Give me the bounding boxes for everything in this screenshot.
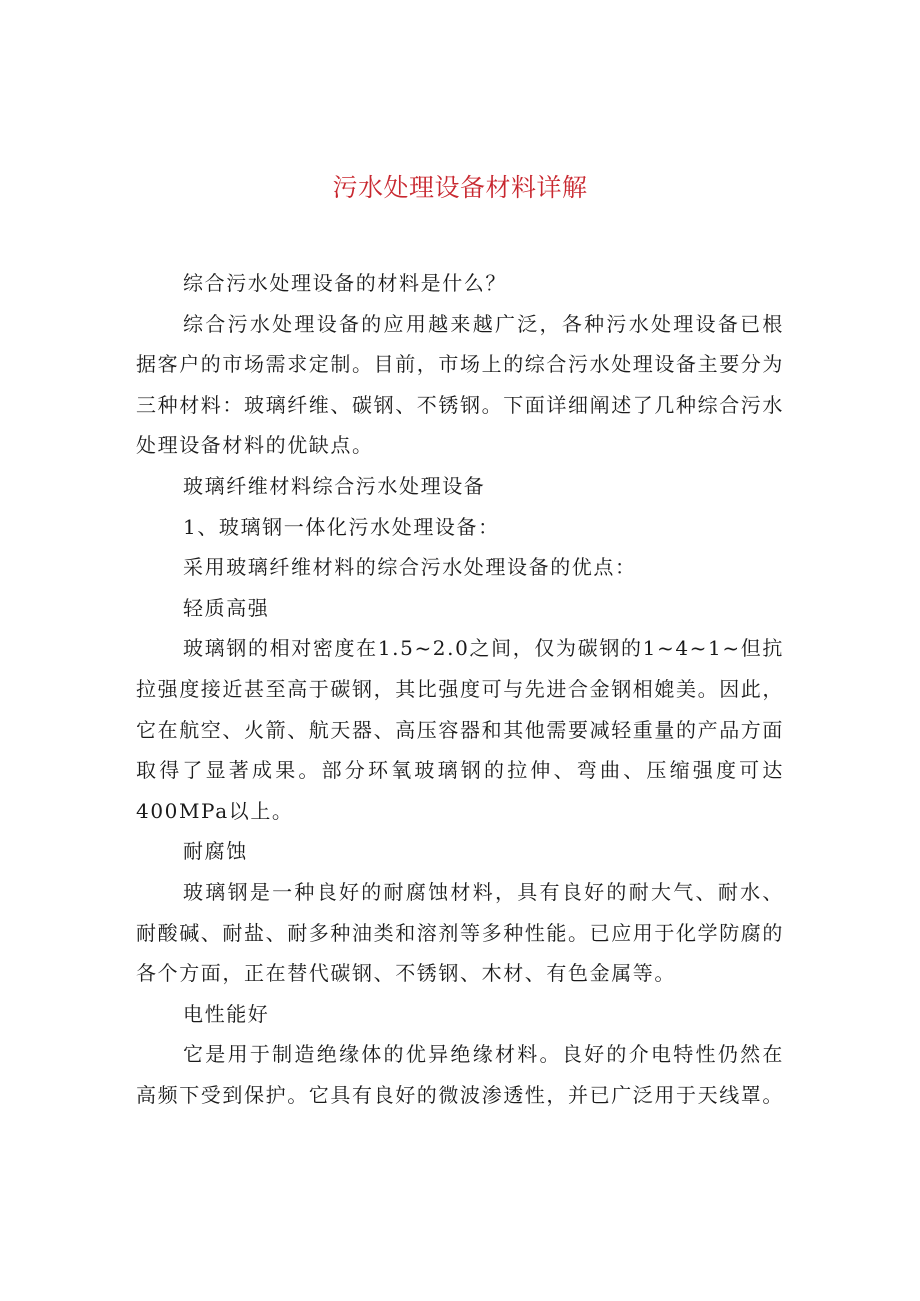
document-title: 污水处理设备材料详解 xyxy=(332,173,588,202)
subheading-corrosion: 耐腐蚀 xyxy=(183,839,248,864)
paragraph-question: 综合污水处理设备的材料是什么？ xyxy=(183,271,507,295)
document-body xyxy=(136,263,784,1115)
subheading-lightweight: 轻质高强 xyxy=(183,595,270,620)
paragraph-intro: 综合污水处理设备的应用越来越广泛，各种污水处理设备已根据客户的市场需求定制。目前，市场上的综合污水处理设备主要分为三种材料：玻璃纤维、碳钢、不锈钢。下面详细阐述了几种综合污水处理设备材料的优缺点。 xyxy=(136,311,784,458)
subheading-frp-equipment: 1、玻璃钢一体化污水处理设备： xyxy=(183,514,500,539)
paragraph-lightweight: 玻璃钢的相对密度在1.5~2.0之间，仅为碳钢的1~4~1~但抗拉强度接近甚至高于碳钢，其比强度可与先进合金钢相媲美。因此，它在航空、火箭、航天器、高压容器和其他需要减轻重量的产品方面取得了显著成果。部分环氧玻璃钢的拉伸、弯曲、压缩强度可达400MPa以上。 xyxy=(136,636,784,823)
paragraph-corrosion: 玻璃钢是一种良好的耐腐蚀材料，具有良好的耐大气、耐水、耐酸碱、耐盐、耐多种油类和溶剂等多种性能。已应用于化学防腐的各个方面，正在替代碳钢、不锈钢、木材、有色金属等。 xyxy=(136,879,784,986)
section-heading-fiberglass: 玻璃纤维材料综合污水处理设备 xyxy=(183,473,486,498)
paragraph-advantages-lead: 采用玻璃纤维材料的综合污水处理设备的优点： xyxy=(183,555,637,580)
subheading-electrical: 电性能好 xyxy=(183,1001,270,1026)
paragraph-electrical: 它是用于制造绝缘体的优异绝缘材料。良好的介电特性仍然在高频下受到保护。它具有良好的微波渗透性，并已广泛用于天线罩。 xyxy=(136,1042,784,1107)
